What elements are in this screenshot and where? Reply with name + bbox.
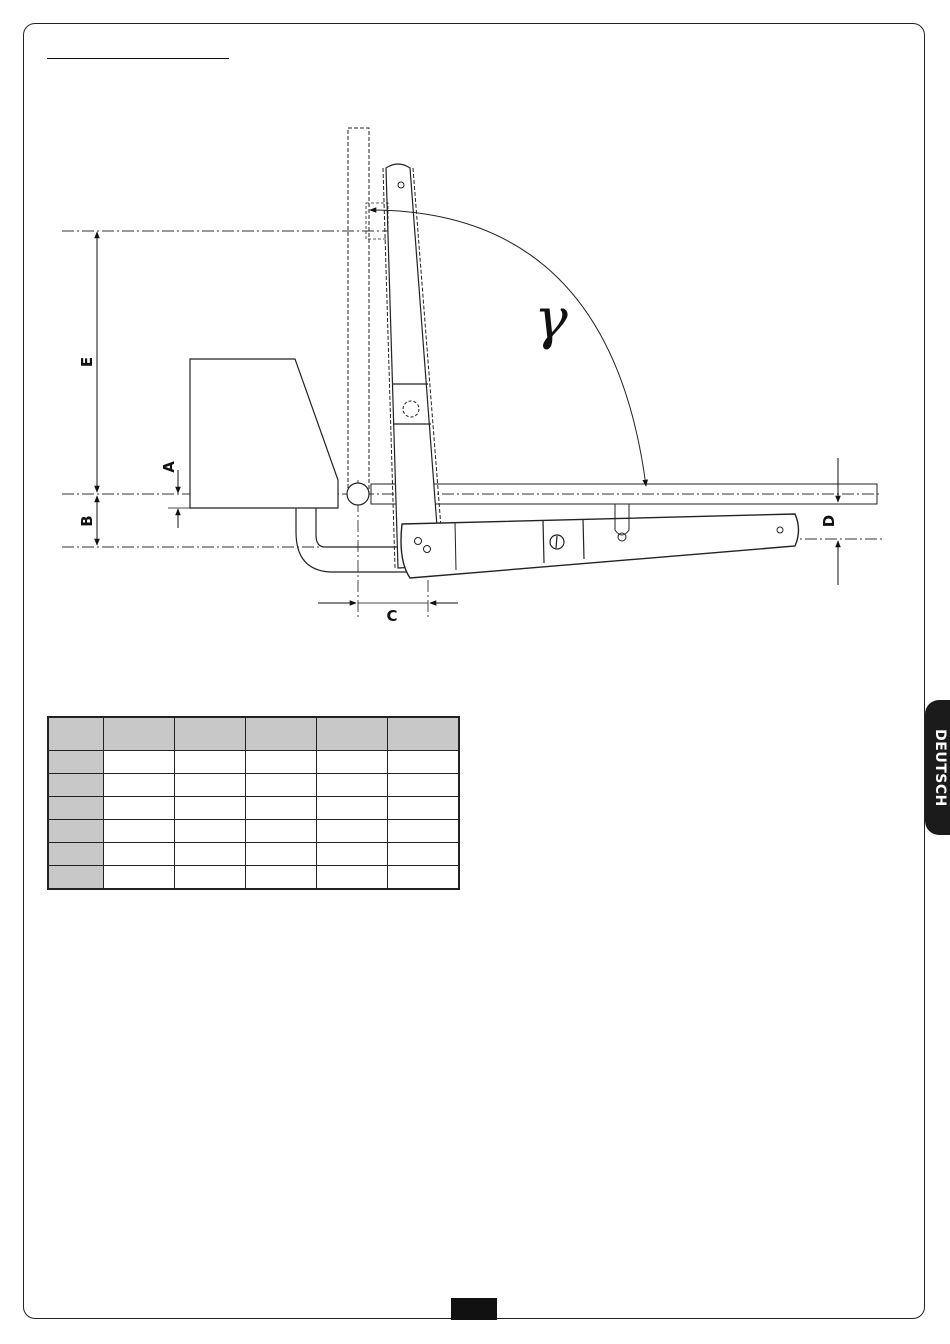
table-row xyxy=(48,797,459,820)
table-cell xyxy=(388,774,460,797)
table-row xyxy=(48,751,459,774)
label-d: D xyxy=(820,514,838,528)
table-row xyxy=(48,820,459,843)
table-header-row xyxy=(48,717,459,751)
label-e: E xyxy=(78,356,96,368)
mounting-bracket xyxy=(296,508,410,572)
table-header-cell xyxy=(175,717,246,751)
table-cell xyxy=(175,820,246,843)
table-header-cell xyxy=(317,717,388,751)
table-header-cell xyxy=(246,717,317,751)
language-tab xyxy=(925,700,950,835)
operator-closed xyxy=(366,164,444,568)
table-cell xyxy=(388,797,460,820)
table-cell xyxy=(317,843,388,866)
table-row xyxy=(48,774,459,797)
table-cell xyxy=(317,774,388,797)
language-tab-label: DEUTSCH xyxy=(932,728,948,807)
table-row-head xyxy=(48,866,104,890)
table-cell xyxy=(388,751,460,774)
table-cell xyxy=(388,843,460,866)
table-row-head xyxy=(48,843,104,866)
table-header-cell xyxy=(104,717,175,751)
table-cell xyxy=(104,797,175,820)
table-cell xyxy=(104,751,175,774)
table-row xyxy=(48,866,459,890)
table-header-cell xyxy=(48,717,104,751)
table-cell xyxy=(246,751,317,774)
table-row-head xyxy=(48,797,104,820)
pillar xyxy=(190,359,338,508)
table-cell xyxy=(175,751,246,774)
table-row-head xyxy=(48,774,104,797)
table-cell xyxy=(104,820,175,843)
table-cell xyxy=(104,843,175,866)
table-cell xyxy=(246,774,317,797)
table-row xyxy=(48,843,459,866)
operator-open xyxy=(401,504,799,578)
hinge-pivot xyxy=(347,483,369,505)
table-cell xyxy=(104,866,175,890)
page-number-box xyxy=(451,1298,497,1320)
label-b: B xyxy=(78,515,96,527)
table-cell xyxy=(246,820,317,843)
table-cell xyxy=(317,866,388,890)
table-row-head xyxy=(48,751,104,774)
table-cell xyxy=(175,866,246,890)
table-header-cell xyxy=(388,717,460,751)
table-cell xyxy=(388,820,460,843)
label-c: C xyxy=(386,607,398,625)
table-cell xyxy=(317,797,388,820)
label-a: A xyxy=(160,461,178,473)
label-gamma: γ xyxy=(534,287,568,352)
table-cell xyxy=(317,751,388,774)
table-cell xyxy=(175,843,246,866)
table-cell xyxy=(388,866,460,890)
table-cell xyxy=(175,774,246,797)
dimension-table xyxy=(47,716,460,890)
table-cell xyxy=(317,820,388,843)
table-cell xyxy=(246,797,317,820)
table-cell xyxy=(175,797,246,820)
table-cell xyxy=(246,866,317,890)
table-row-head xyxy=(48,820,104,843)
table-cell xyxy=(104,774,175,797)
gate-leaf-closed xyxy=(348,128,369,494)
table-cell xyxy=(246,843,317,866)
